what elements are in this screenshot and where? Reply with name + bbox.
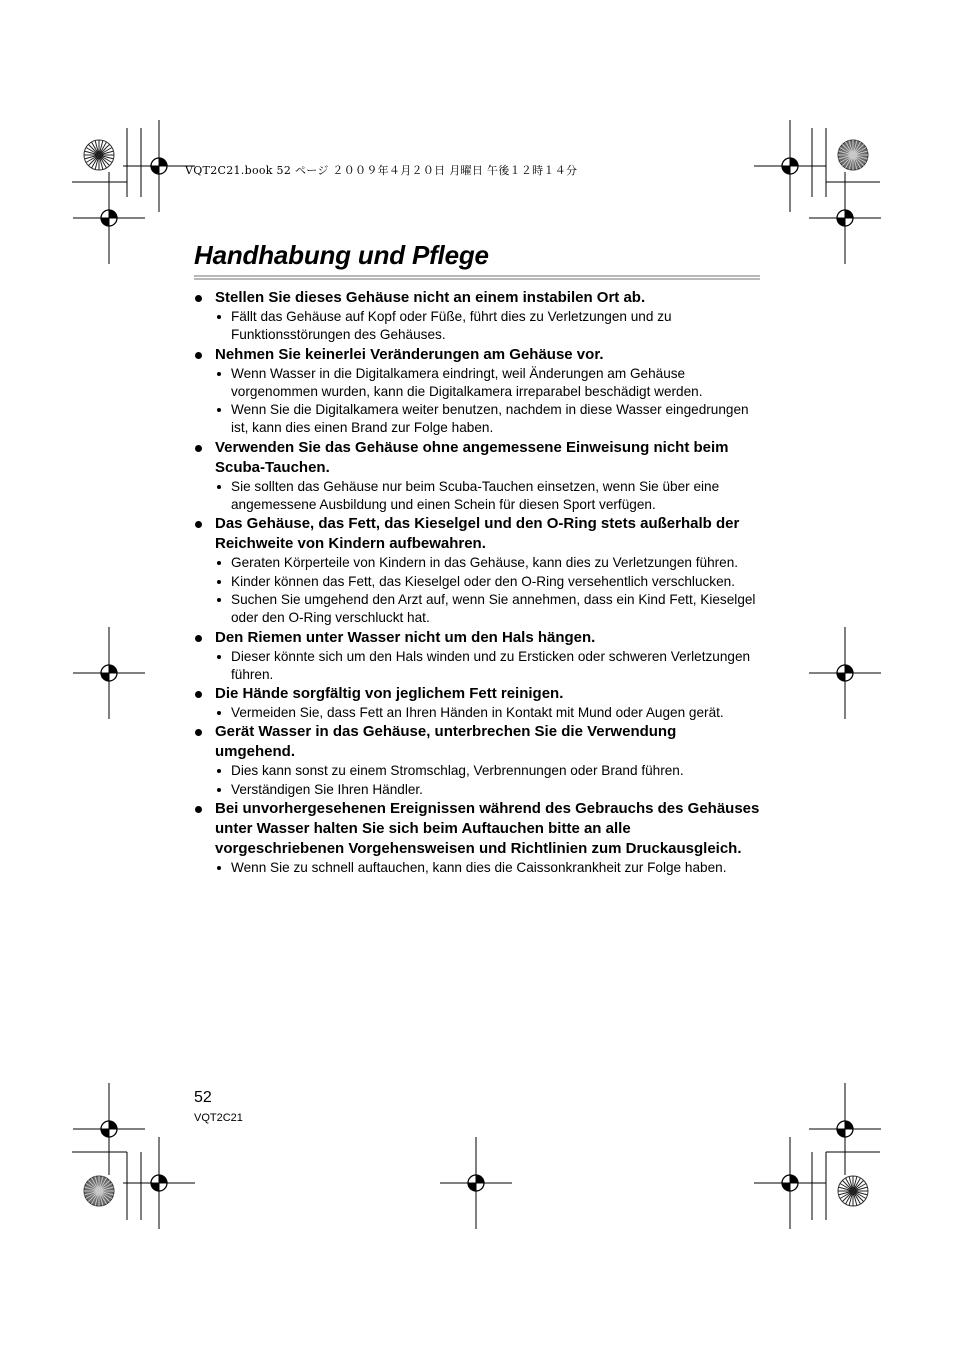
heading-text: Bei unvorhergesehenen Ereignissen während des Gebrauchs des Gehäuses unter Wasser halten Sie sich beim Auftauchen bitte an alle vorgeschriebenen Vorgehensweisen und Richtlinien zum Druckausgleich.: [215, 800, 760, 858]
list-item: [194, 859, 760, 877]
list-item-text: Wenn Sie die Digitalkamera weiter benutzen, nachdem in diese Wasser eingedrungen ist, kann dies einen Brand zur Folge haben.: [231, 402, 749, 436]
small-bullet-icon: [217, 788, 221, 792]
section-6: [194, 684, 760, 722]
list-item-text: Fällt das Gehäuse auf Kopf oder Füße, führt dies zu Verletzungen und zu Funktionsstörungen des Gehäuses.: [231, 309, 672, 343]
list-item-text: Dies kann sonst zu einem Stromschlag, Verbrennungen oder Brand führen.: [231, 763, 684, 779]
list-item: [194, 781, 760, 799]
section-heading: [194, 345, 760, 365]
section-heading: [194, 288, 760, 308]
list-item-text: Vermeiden Sie, dass Fett an Ihren Händen in Kontakt mit Mund oder Augen gerät.: [231, 705, 724, 721]
bullet-dot-icon: [195, 445, 202, 452]
small-bullet-icon: [217, 866, 221, 870]
list-item: [194, 478, 760, 515]
page-number: 52: [194, 1089, 212, 1106]
list-item: [194, 308, 760, 345]
section-heading: [194, 684, 760, 704]
wheel-spokes-icon: [838, 140, 868, 170]
wheel-spokes-icon: [84, 1176, 114, 1206]
section-heading: [194, 438, 760, 478]
list-item-text: Suchen Sie umgehend den Arzt auf, wenn Sie annehmen, dass ein Kind Fett, Kieselgel oder den O-Ring verschluckt hat.: [231, 591, 756, 626]
bullet-dot-icon: [195, 521, 202, 528]
bullet-dot-icon: [195, 295, 202, 302]
heading-text: Verwenden Sie das Gehäuse ohne angemessene Einweisung nicht beim Scuba-Tauchen.: [215, 438, 729, 476]
list-item-text: Wenn Sie zu schnell auftauchen, kann dies die Caissonkrankheit zur Folge haben.: [231, 860, 727, 876]
bullet-dot-icon: [195, 635, 202, 642]
bullet-dot-icon: [195, 806, 202, 813]
list-item: [194, 591, 760, 628]
section-1: [194, 288, 760, 345]
small-bullet-icon: [217, 769, 221, 773]
list-item: [194, 554, 760, 572]
document-code: VQT2C21: [194, 1112, 243, 1124]
bullet-dot-icon: [195, 352, 202, 359]
heading-text: Stellen Sie dieses Gehäuse nicht an einem instabilen Ort ab.: [215, 289, 646, 306]
small-bullet-icon: [217, 408, 221, 412]
heading-text: Nehmen Sie keinerlei Veränderungen am Gehäuse vor.: [215, 345, 604, 363]
small-bullet-icon: [217, 485, 221, 489]
list-item-text: Dieser könnte sich um den Hals winden und zu Ersticken oder schweren Verletzungen führen.: [231, 648, 751, 682]
wheel-spokes-icon: [84, 140, 114, 170]
list-item-text: Wenn Wasser in die Digitalkamera eindringt, weil Änderungen am Gehäuse vorgenommen wurden, kann die Digitalkamera irreparabel beschädigt werden.: [231, 365, 703, 399]
list-item: [194, 365, 760, 402]
bullet-dot-icon: [195, 691, 202, 698]
small-bullet-icon: [217, 711, 221, 715]
list-item: [194, 762, 760, 780]
heading-text: Den Riemen unter Wasser nicht um den Hals hängen.: [215, 628, 596, 646]
small-bullet-icon: [217, 561, 221, 565]
section-7: [194, 722, 760, 799]
heading-text: Die Hände sorgfältig von jeglichem Fett reinigen.: [215, 685, 564, 703]
section-heading: [194, 514, 760, 554]
section-3: [194, 438, 760, 515]
small-bullet-icon: [217, 580, 221, 584]
list-item-text: Kinder können das Fett, das Kieselgel oder den O-Ring versehentlich verschlucken.: [231, 573, 736, 589]
small-bullet-icon: [217, 598, 221, 602]
print-header: VQT2C21.book 52 ページ ２００９年４月２０日 月曜日 午後１２時１４分: [185, 164, 578, 177]
list-item: [194, 648, 760, 685]
list-item-text: Sie sollten das Gehäuse nur beim Scuba-Tauchen einsetzen, wenn Sie über eine angemessene Ausbildung und einen Schein für diesen Sport verfügen.: [231, 478, 720, 513]
list-item-text: Verständigen Sie Ihren Händler.: [231, 781, 423, 797]
section-heading: [194, 628, 760, 648]
title-rule: [194, 275, 760, 280]
section-2: [194, 345, 760, 438]
content: [194, 288, 760, 877]
list-item: [194, 573, 760, 591]
list-item-text: Geraten Körperteile von Kindern in das Gehäuse, kann dies zu Verletzungen führen.: [231, 555, 739, 571]
heading-text: Das Gehäuse, das Fett, das Kieselgel und den O-Ring stets außerhalb der Reichweite von Kindern aufbewahren.: [215, 515, 740, 553]
section-heading: [194, 799, 760, 859]
wheel-spokes-icon: [838, 1176, 868, 1206]
list-item: [194, 704, 760, 722]
page-title: Handhabung und Pflege: [194, 240, 489, 270]
section-5: [194, 628, 760, 685]
list-item: [194, 401, 760, 438]
small-bullet-icon: [217, 372, 221, 376]
small-bullet-icon: [217, 655, 221, 659]
bullet-dot-icon: [195, 729, 202, 736]
section-4: [194, 514, 760, 627]
heading-text: Gerät Wasser in das Gehäuse, unterbrechen Sie die Verwendung umgehend.: [215, 723, 677, 761]
small-bullet-icon: [217, 315, 221, 319]
section-8: [194, 799, 760, 877]
section-heading: [194, 722, 760, 762]
